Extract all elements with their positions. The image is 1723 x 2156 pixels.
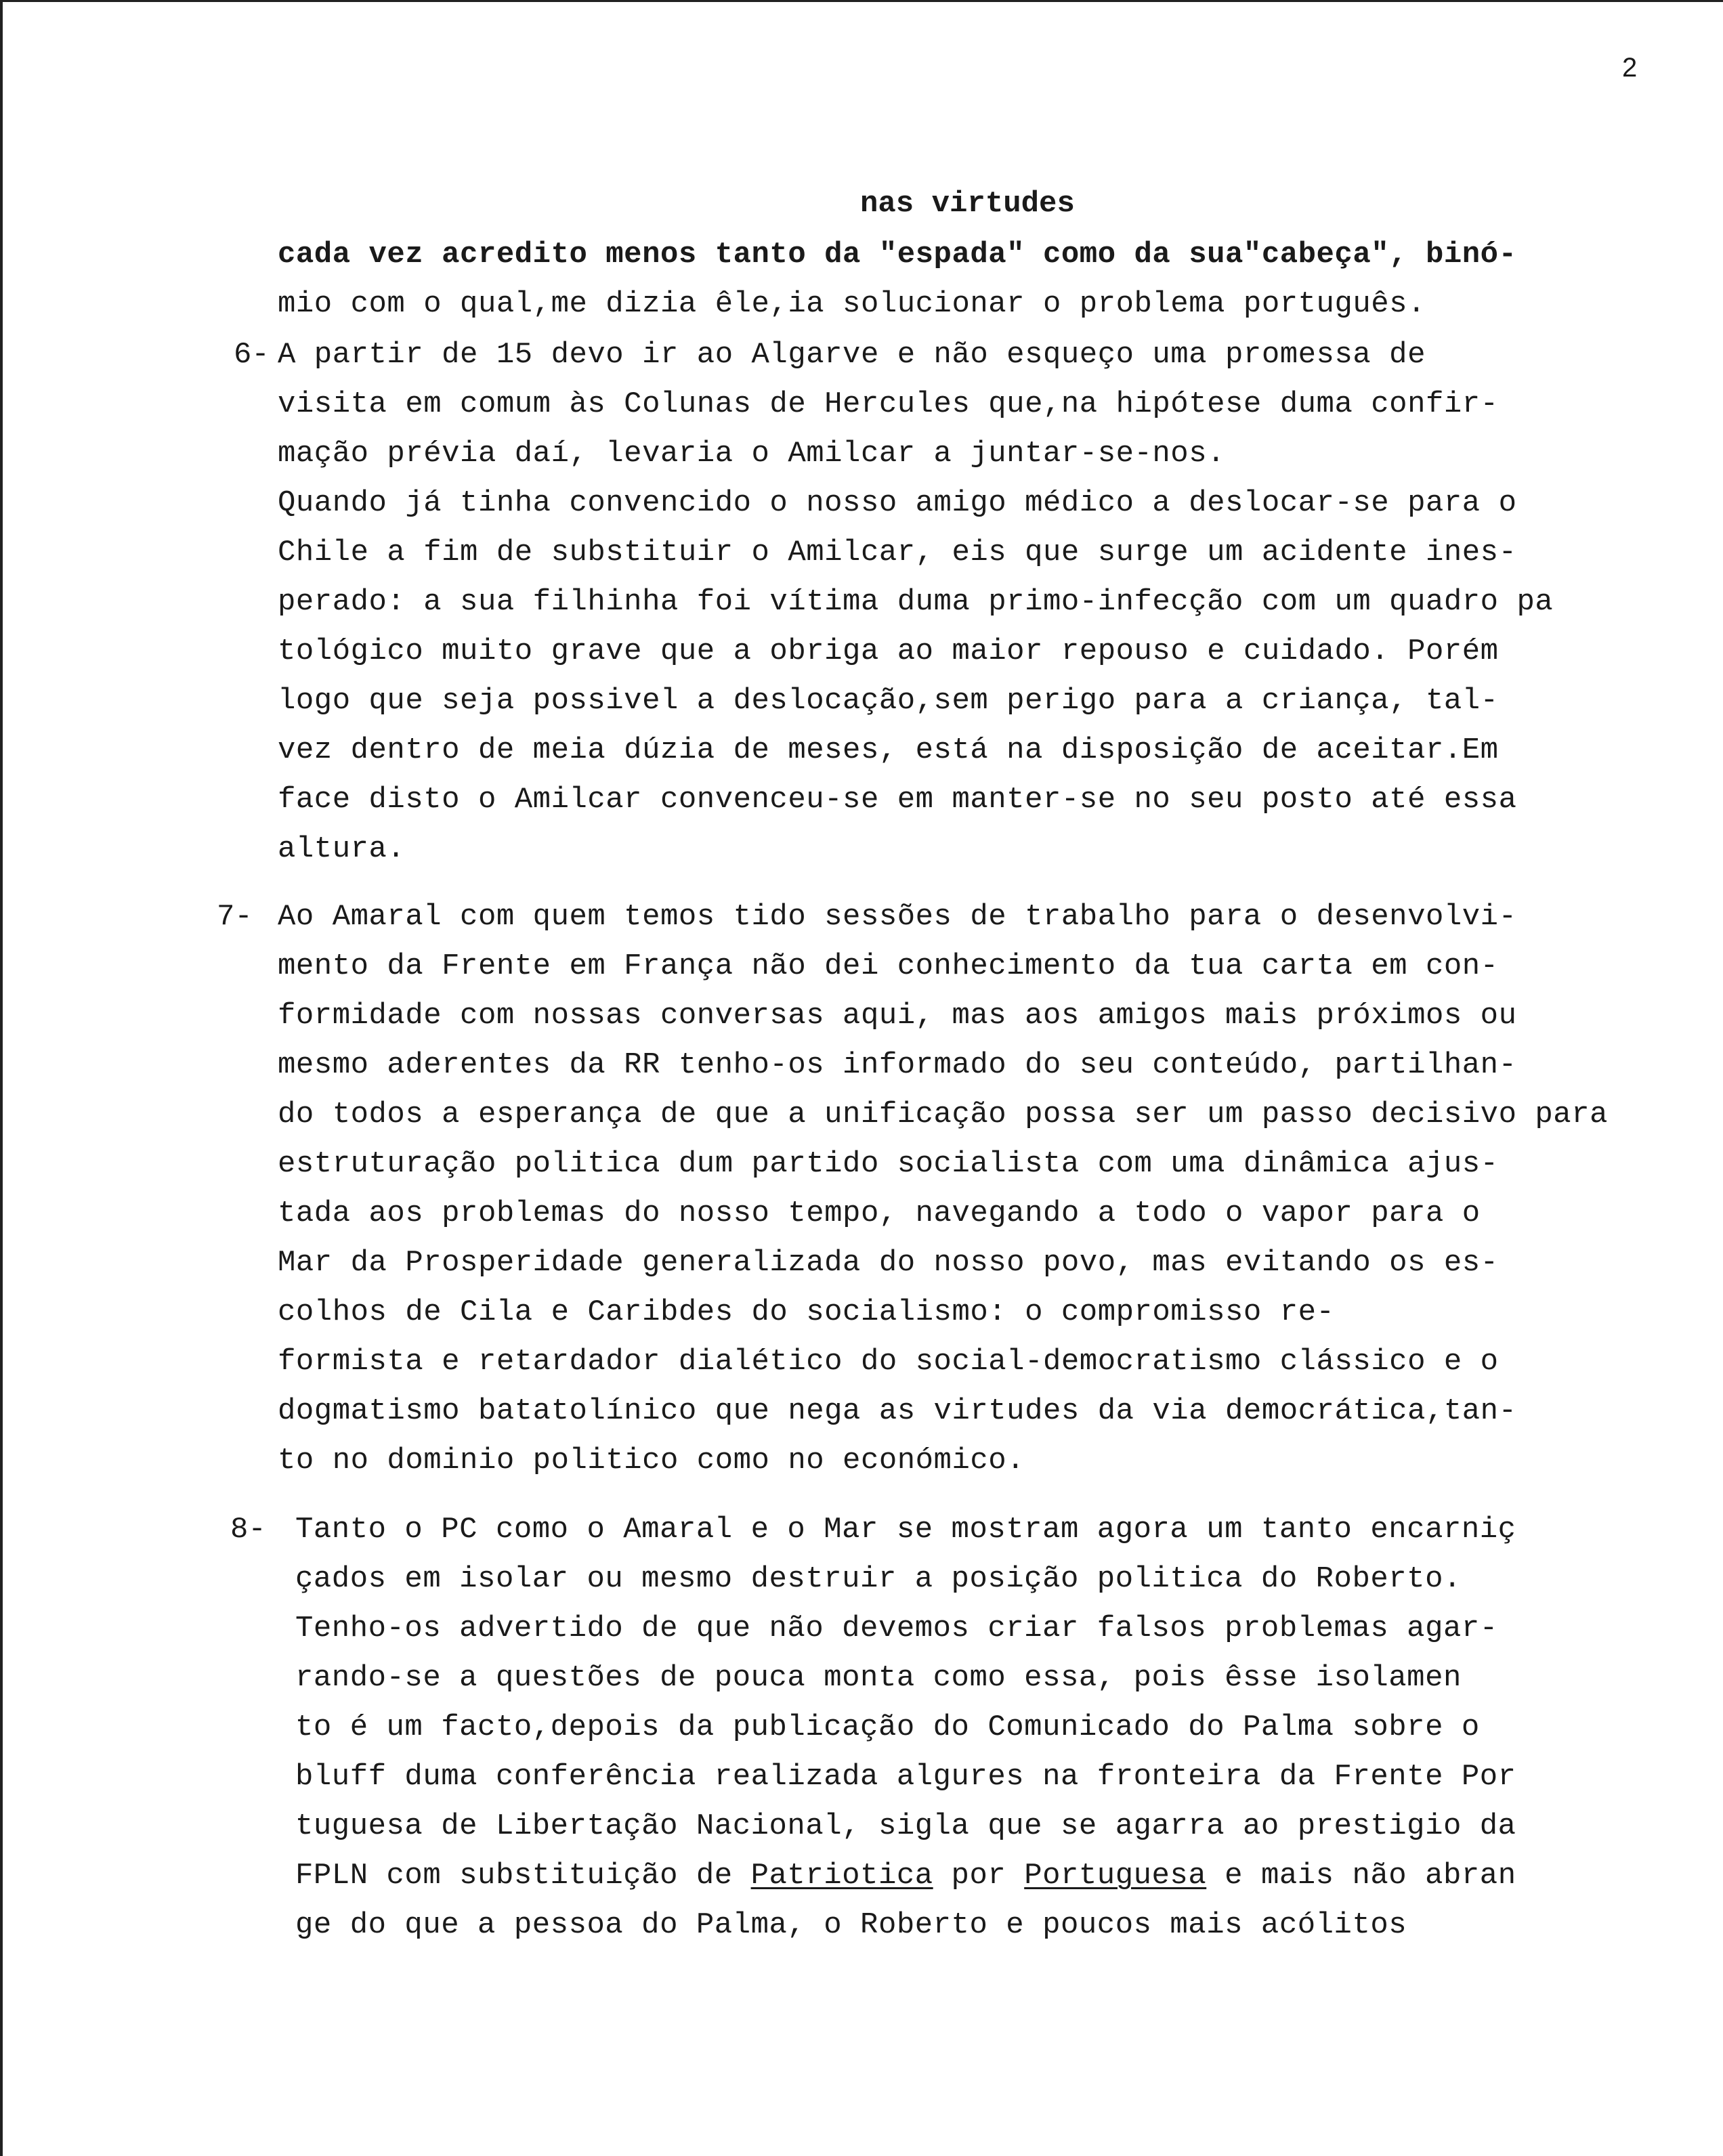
item-line: ge do que a pessoa do Palma, o Roberto e poucos mais acólitos xyxy=(295,1908,1407,1942)
page-left-border xyxy=(0,0,3,2156)
item-line: mesmo aderentes da RR tenho-os informado do seu conteúdo, partilhan- xyxy=(278,1048,1517,1082)
page-top-border xyxy=(0,0,1723,2)
item-line: A partir de 15 devo ir ao Algarve e não esqueço uma promessa de xyxy=(278,338,1426,372)
item-line: Ao Amaral com quem temos tido sessões de trabalho para o desenvolvi- xyxy=(278,900,1517,934)
item-line: Chile a fim de substituir o Amilcar, eis que surge um acidente ines- xyxy=(278,536,1517,569)
item-line: tuguesa de Libertação Nacional, sigla que se agarra ao prestigio da xyxy=(295,1809,1516,1843)
item-line: FPLN com substituição de Patriotica por Portuguesa e mais não abran xyxy=(295,1859,1516,1893)
item-line: mação prévia daí, levaria o Amilcar a juntar-se-nos. xyxy=(278,437,1226,471)
item-line: to é um facto,depois da publicação do Comunicado do Palma sobre o xyxy=(295,1710,1480,1744)
item-line: to no dominio politico como no económico. xyxy=(278,1444,1025,1478)
item-line: Mar da Prosperidade generalizada do nosso povo, mas evitando os es- xyxy=(278,1246,1499,1280)
page-header-fragment: nas virtudes xyxy=(860,187,1075,221)
item-line: perado: a sua filhinha foi vítima duma primo-infecção com um quadro pa xyxy=(278,585,1554,619)
continuation-line: mio com o qual,me dizia êle,ia solucionar o problema português. xyxy=(278,287,1426,321)
item-line: do todos a esperança de que a unificação possa ser um passo decisivo para xyxy=(278,1098,1609,1131)
item-line: formista e retardador dialético do social-democratismo clássico e o xyxy=(278,1345,1499,1379)
item-line: formidade com nossas conversas aqui, mas aos amigos mais próximos ou xyxy=(278,999,1517,1033)
item-line: Quando já tinha convencido o nosso amigo médico a deslocar-se para o xyxy=(278,486,1517,520)
underlined-word: Portuguesa xyxy=(1024,1859,1207,1893)
item-line: altura. xyxy=(278,832,406,866)
item-line: dogmatismo batatolínico que nega as virtudes da via democrática,tan- xyxy=(278,1394,1517,1428)
item-line: visita em comum às Colunas de Hercules que,na hipótese duma confir- xyxy=(278,387,1499,421)
item-line: Tenho-os advertido de que não devemos criar falsos problemas agar- xyxy=(295,1612,1498,1645)
page-number: 2 xyxy=(1622,53,1638,83)
item-line: çados em isolar ou mesmo destruir a posição politica do Roberto. xyxy=(295,1562,1462,1596)
item-line: tológico muito grave que a obriga ao maior repouso e cuidado. Porém xyxy=(278,634,1499,668)
item-line: vez dentro de meia dúzia de meses, está na disposição de aceitar.Em xyxy=(278,733,1499,767)
item-line: mento da Frente em França não dei conhecimento da tua carta em con- xyxy=(278,949,1499,983)
item-marker: 7- xyxy=(217,900,253,934)
item-line: face disto o Amilcar convenceu-se em manter-se no seu posto até essa xyxy=(278,783,1517,817)
item-line: tada aos problemas do nosso tempo, navegando a todo o vapor para o xyxy=(278,1196,1481,1230)
item-line: logo que seja possivel a deslocação,sem perigo para a criança, tal- xyxy=(278,684,1499,718)
item-line: rando-se a questões de pouca monta como essa, pois êsse isolamen xyxy=(295,1661,1462,1695)
item-line: estruturação politica dum partido socialista com uma dinâmica ajus- xyxy=(278,1147,1499,1181)
item-line: bluff duma conferência realizada algures na fronteira da Frente Por xyxy=(295,1760,1516,1794)
item-marker: 8- xyxy=(230,1513,266,1547)
item-line: colhos de Cila e Caribdes do socialismo: o compromisso re- xyxy=(278,1295,1335,1329)
item-line: Tanto o PC como o Amaral e o Mar se mostram agora um tanto encarniç xyxy=(295,1513,1516,1547)
underlined-word: Patriotica xyxy=(750,1859,933,1893)
continuation-line: cada vez acredito menos tanto da "espada" como da sua"cabeça", binó- xyxy=(278,238,1517,272)
item-marker: 6- xyxy=(234,338,270,372)
